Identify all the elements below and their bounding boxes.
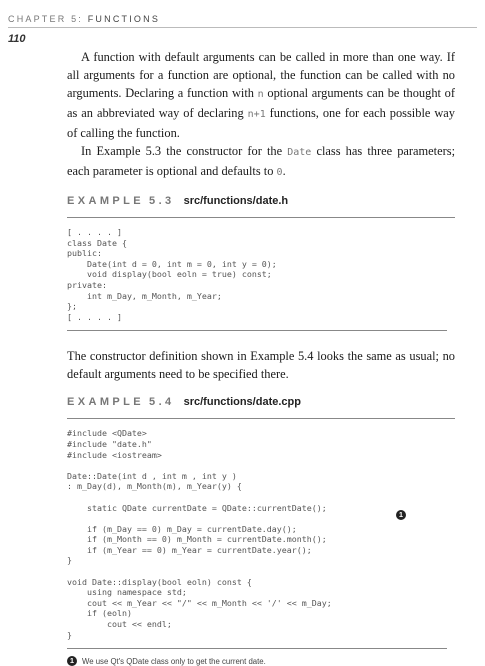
paragraph-constructor-definition: The constructor definition shown in Example 5.4 looks the same as usual; no default arguments need to be specified there. bbox=[67, 349, 455, 382]
inline-code: 0 bbox=[276, 167, 283, 178]
text-run: . bbox=[282, 164, 286, 178]
example-heading bbox=[67, 396, 455, 408]
code-listing: [ . . . . ] class Date { public: Date(int d = 0, int m = 0, int y = 0); void display(bool eoln = true) const; private: int m_Day, m_Month, m_Year; }; [ . . . . ] bbox=[67, 227, 277, 322]
example-rule bbox=[67, 217, 455, 218]
chapter-label: CHAPTER 5: bbox=[8, 14, 84, 24]
text-run: A function with default arguments can be called in more than one way. If all arguments for a function are optional, the function can be called with no arguments. Declaring a function with bbox=[67, 50, 455, 100]
page-body bbox=[67, 48, 455, 666]
example-label: EXAMPLE bbox=[67, 195, 144, 207]
chapter-title: FUNCTIONS bbox=[87, 14, 161, 24]
example-rule bbox=[67, 418, 455, 419]
inline-code: Date bbox=[287, 147, 312, 158]
paragraph-default-args bbox=[67, 48, 455, 142]
callout-marker: 1 bbox=[396, 510, 406, 520]
code-block bbox=[67, 428, 455, 640]
example-end-rule bbox=[67, 648, 447, 649]
note-text: We use Qt's QDate class only to get the current date. bbox=[82, 656, 266, 666]
text-run: optional arguments can be thought of as an abbreviated way of declaring bbox=[67, 86, 455, 120]
example-end-rule bbox=[67, 330, 447, 331]
inline-code: n bbox=[257, 89, 264, 100]
text-run: functions, one for each possible way of calling the function. bbox=[67, 106, 455, 140]
callout-marker: 1 bbox=[67, 656, 77, 666]
paragraph-example-intro bbox=[67, 142, 455, 182]
example-file: src/functions/date.h bbox=[183, 195, 289, 207]
running-header bbox=[8, 14, 160, 24]
inline-code: n+1 bbox=[247, 109, 266, 120]
code-listing: #include <QDate> #include "date.h" #include <iostream> Date::Date(int d , int m , int y ) : m_Day(d), m_Month(m), m_Year(y) { static QDate currentDate = QDate::currentDate(); if (m_Day == 0) m_Day = currentDate.day(); if (m_Month == 0) m_Month = currentDate.month(); if (m_Year == 0) m_Year = currentDate.year(); } void Date::display(bool eoln) const { using namespace std; cout << m_Year << "/" << m_Month << '/' << m_Day; if (eoln) cout << endl; } bbox=[67, 428, 332, 640]
example-number: 5.3 bbox=[149, 195, 175, 207]
example-label: EXAMPLE bbox=[67, 396, 144, 409]
example-heading bbox=[67, 195, 455, 207]
code-note bbox=[67, 656, 455, 666]
text-run: In Example 5.3 the constructor for the bbox=[81, 144, 288, 158]
example-file: src/functions/date.cpp bbox=[183, 396, 301, 409]
example-number: 5.4 bbox=[149, 396, 175, 409]
header-rule bbox=[8, 27, 477, 28]
page-number: 110 bbox=[8, 33, 26, 45]
text-run: class has three parameters; each parameter is optional and defaults to bbox=[67, 144, 456, 178]
